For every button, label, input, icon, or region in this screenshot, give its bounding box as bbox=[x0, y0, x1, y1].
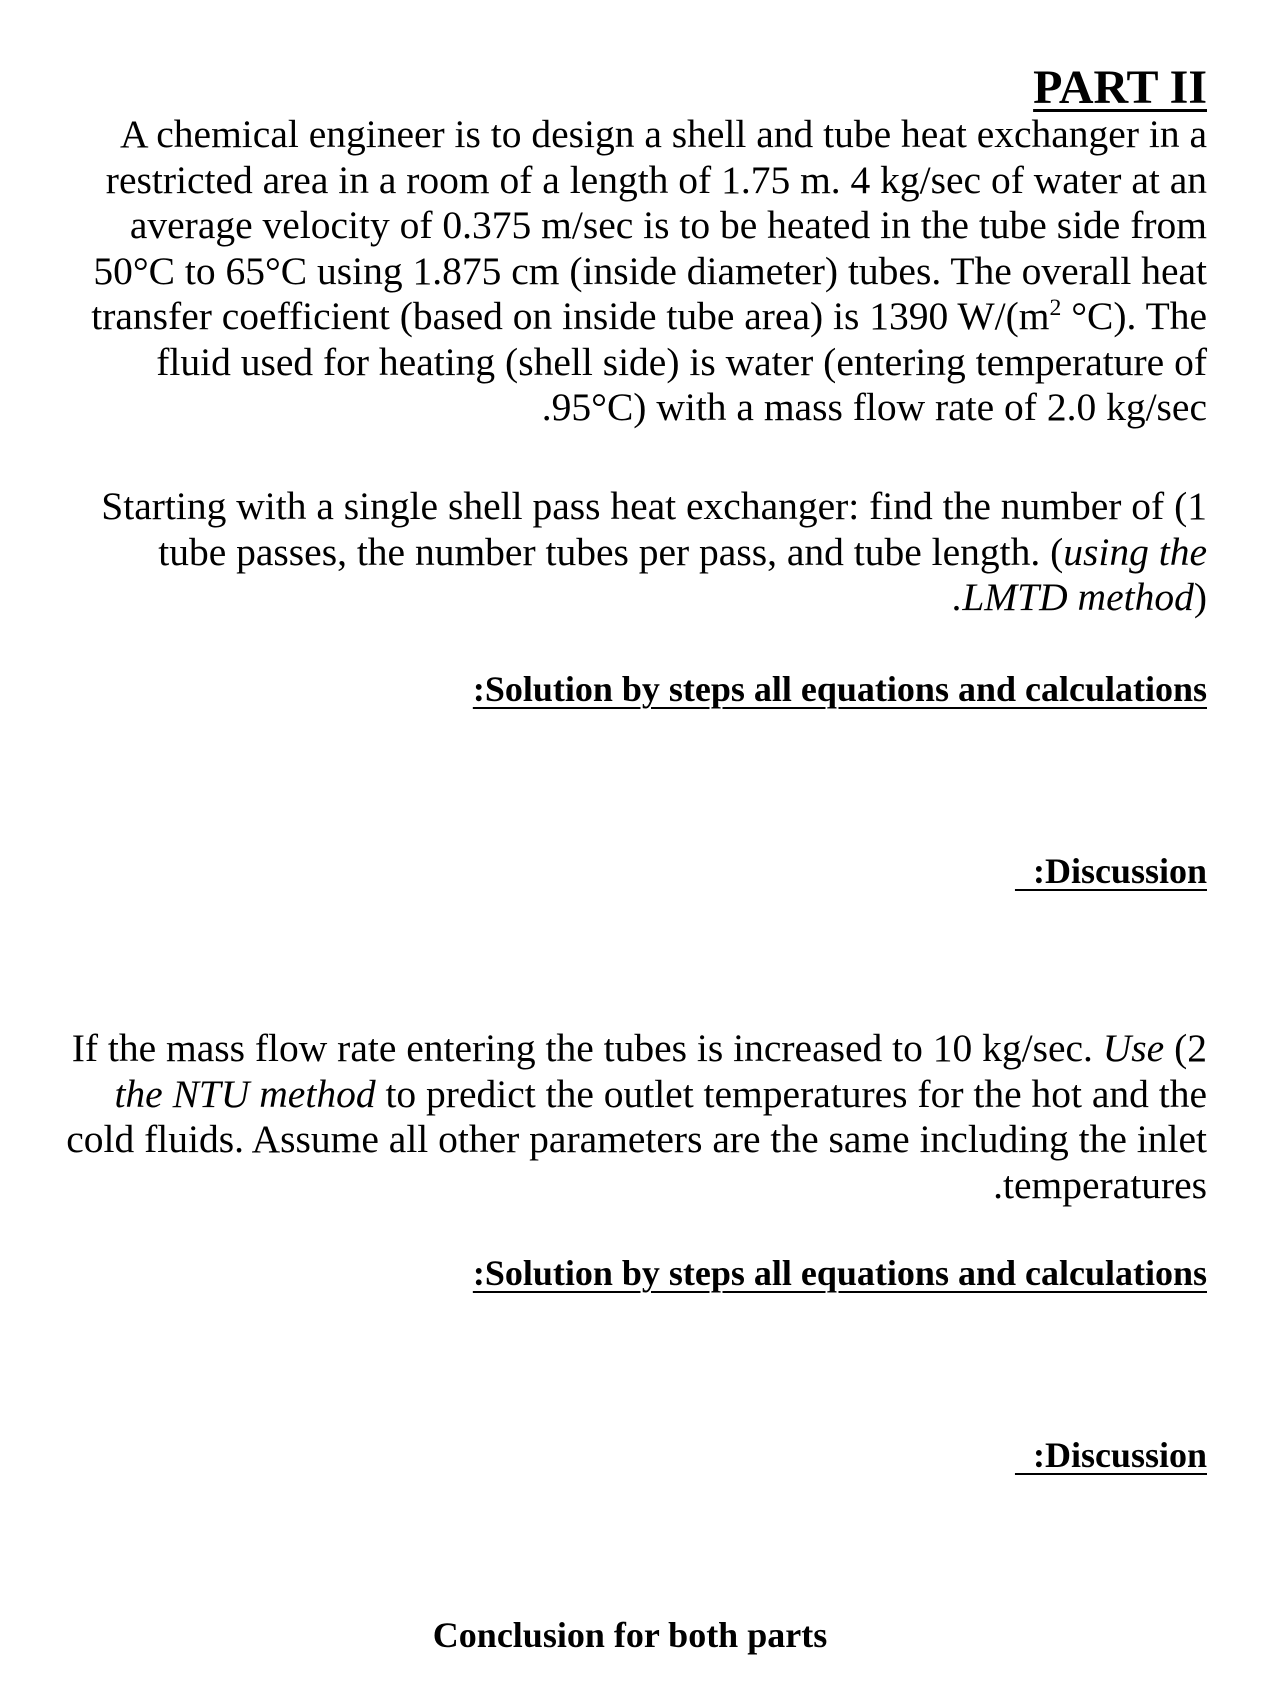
part1-line-3-text: ) bbox=[1193, 575, 1207, 619]
part1-discussion-heading: :Discussion bbox=[1014, 851, 1207, 891]
part2-question bbox=[60, 1026, 1207, 1208]
problem-line-5-end: °C). The bbox=[1061, 294, 1207, 338]
problem-line-5-text: transfer coefficient (based on inside tube area) is 1390 W/(m bbox=[91, 294, 1050, 338]
problem-line-4: 50°C to 65°C using 1.875 cm (inside diameter) tubes. The overall heat bbox=[93, 248, 1207, 293]
part2-line-1-italic: Use bbox=[1102, 1026, 1165, 1070]
part1-solution-heading: :Solution by steps all equations and calculations bbox=[472, 669, 1207, 709]
part2-line-1-end: (2 bbox=[1164, 1026, 1207, 1070]
problem-statement bbox=[80, 112, 1207, 431]
problem-line-2: restricted area in a room of a length of 1.75 m. 4 kg/sec of water at an bbox=[105, 157, 1207, 202]
problem-line-5 bbox=[80, 294, 1207, 340]
part1-line-1: Starting with a single shell pass heat exchanger: find the number of (1 bbox=[101, 484, 1207, 528]
part2-discussion-heading: :Discussion bbox=[1014, 1435, 1207, 1475]
part1-line-3-italic: .LMTD method bbox=[952, 575, 1194, 619]
part2-line-3: cold fluids. Assume all other parameters are the same including the inlet bbox=[66, 1117, 1207, 1161]
part2-line-1-text: If the mass flow rate entering the tubes is increased to 10 kg/sec. bbox=[71, 1026, 1103, 1070]
part1-line-3 bbox=[80, 575, 1207, 621]
part2-line-2-text: to predict the outlet temperatures for the hot and the bbox=[375, 1071, 1207, 1116]
part1-line-2 bbox=[80, 530, 1207, 576]
part1-line-2-text: tube passes, the number tubes per pass, and tube length. ( bbox=[158, 529, 1064, 574]
part1-question bbox=[80, 484, 1207, 621]
part1-line-2-italic: using the bbox=[1063, 529, 1207, 574]
part2-line-2-italic: the NTU method bbox=[114, 1071, 376, 1116]
part2-line-2 bbox=[60, 1072, 1207, 1118]
problem-line-6: fluid used for heating (shell side) is water (entering temperature of bbox=[156, 339, 1207, 384]
conclusion-heading: Conclusion for both parts bbox=[432, 1615, 828, 1655]
problem-line-1: A chemical engineer is to design a shell and tube heat exchanger in a bbox=[120, 112, 1207, 156]
part2-line-1 bbox=[60, 1026, 1207, 1072]
problem-line-7: .95°C) with a mass flow rate of 2.0 kg/sec bbox=[541, 385, 1207, 429]
superscript-2: 2 bbox=[1049, 294, 1062, 321]
part2-line-4: .temperatures bbox=[993, 1162, 1207, 1207]
page-title: PART II bbox=[1033, 61, 1207, 114]
part2-solution-heading: :Solution by steps all equations and calculations bbox=[472, 1253, 1207, 1293]
problem-line-3: average velocity of 0.375 m/sec is to be heated in the tube side from bbox=[129, 203, 1207, 247]
